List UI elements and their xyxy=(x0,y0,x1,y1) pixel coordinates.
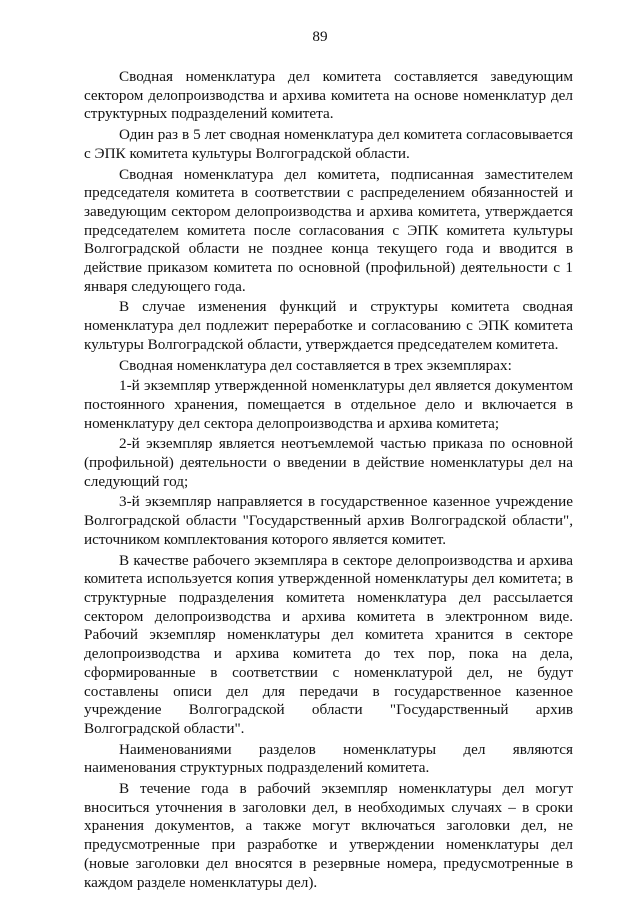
paragraph-consolidated-nomenclature: Сводная номенклатура дел комитета составляется заведующим сектором делопроизводства и архива комитета на основе номенклатур дел структурных подразделений комитета. xyxy=(84,68,573,123)
paragraph-yearly-updates: В течение года в рабочий экземпляр номенклатуры дел могут вноситься уточнения в заголовки дел, в необходимых случаях – в сроки хранения документов, а также могут включаться заголовки дел, не предусмотренные при разработке и утверждении номенклатуры дел (новые заголовки дел вносятся в резервные номера, предусмотренные в каждом разделе номенклатуры дел). xyxy=(84,780,573,891)
paragraph-three-copies: Сводная номенклатура дел составляется в трех экземплярах: xyxy=(119,356,512,374)
paragraph-section-names: Наименованиями разделов номенклатуры дел являются наименования структурных подразделений комитета. xyxy=(84,740,573,777)
paragraph-second-copy: 2-й экземпляр является неотъемлемой частью приказа по основной (профильной) деятельности о введении в действие номенклатуры дел на следующий год; xyxy=(84,435,573,490)
paragraph-third-copy: 3-й экземпляр направляется в государственное казенное учреждение Волгоградской области "Государственный архив Волгоградской области", источником комплектования которого является комитет. xyxy=(84,493,573,548)
document-body xyxy=(84,68,573,892)
paragraph-epk-approval-period: Один раз в 5 лет сводная номенклатура дел комитета согласовывается с ЭПК комитета культуры Волгоградской области. xyxy=(84,126,573,162)
paragraph-first-copy: 1-й экземпляр утвержденной номенклатуры дел является документом постоянного хранения, помещается в отдельное дело и включается в номенклатуру дел сектора делопроизводства и архива комитета; xyxy=(84,377,573,432)
paragraph-structure-change: В случае изменения функций и структуры комитета сводная номенклатура дел подлежит переработке и согласованию с ЭПК комитета культуры Волгоградской области, утверждается председателем комитета. xyxy=(84,298,573,353)
page-number: 89 xyxy=(312,28,328,45)
paragraph-working-copy: В качестве рабочего экземпляра в секторе делопроизводства и архива комитета используется копия утвержденной номенклатуры дел комитета; в структурные подразделения комитета номенклатура дел рассылается сектором делопроизводства и архива комитета в электронном виде. Рабочий экземпляр номенклатуры дел комитета хранится в секторе делопроизводства и архива комитета до тех пор, пока на дела, сформированные в соответствии с номенклатурой дел, не будут составлены описи дел для передачи в государственное казенное учреждение Волгоградской области "Государственный архив Волгоградской области". xyxy=(84,551,573,737)
paragraph-signing-and-enactment: Сводная номенклатура дел комитета, подписанная заместителем председателя комитета в соответствии с распределением обязанностей и заведующим сектором делопроизводства и архива комитета, утверждается председателем комитета после согласования с ЭПК комитета культуры Волгоградской области не позднее конца текущего года и вводится в действие приказом комитета по основной (профильной) деятельности с 1 января следующего года. xyxy=(84,165,573,295)
